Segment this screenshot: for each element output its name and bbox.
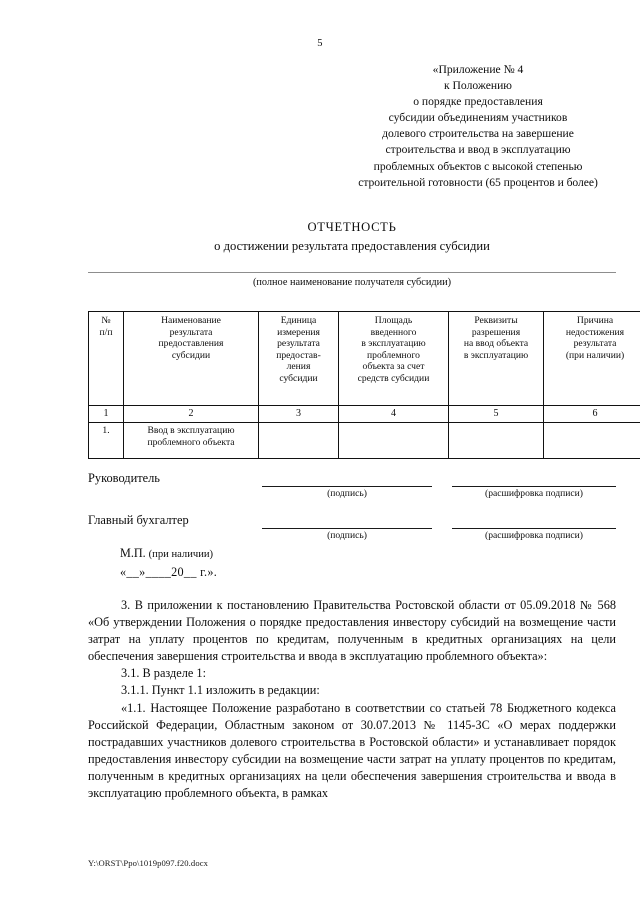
table-row <box>89 423 640 459</box>
column-number-4: 4 <box>339 406 449 423</box>
document-title-subtitle: о достижении результата предоставления субсидии <box>214 239 490 253</box>
appendix-header <box>332 62 624 191</box>
column-number-1: 1 <box>89 406 124 423</box>
signature-row-director <box>88 468 616 510</box>
signature-caption-director: (подпись) <box>327 488 367 499</box>
table-header-result-name: Наименование результата предоставления субсидии <box>124 312 259 406</box>
column-number-6: 6 <box>544 406 640 423</box>
column-number-2: 2 <box>124 406 259 423</box>
paragraph-3-1: 3.1. В разделе 1: <box>121 666 206 681</box>
cell-unit[interactable] <box>259 423 339 459</box>
signature-line-accountant <box>262 528 432 529</box>
appendix-line-8: строительной готовности (65 процентов и более) <box>358 175 598 189</box>
table-header-row <box>89 312 640 406</box>
appendix-line-3: о порядке предоставления <box>413 95 543 109</box>
cell-permit[interactable] <box>449 423 544 459</box>
table-header-reason: Причина недостижения результата (при наличии) <box>544 312 640 406</box>
paragraph-3-1-1: 3.1.1. Пункт 1.1 изложить в редакции: <box>121 683 320 698</box>
signature-decoding-line-director <box>452 486 616 487</box>
signature-role-director: Руководитель <box>88 471 160 485</box>
cell-index: 1. <box>89 423 124 459</box>
signature-decoding-caption-accountant: (расшифровка подписи) <box>485 530 583 541</box>
recipient-name-field <box>88 272 616 289</box>
date-line: «__»____20__ г.». <box>120 564 218 579</box>
footer-file-path: Y:\ORST\Ppo\1019p097.f20.docx <box>88 858 209 868</box>
table-header-permit: Реквизиты разрешения на ввод объекта в эксплуатацию <box>449 312 544 406</box>
signature-line-director <box>262 486 432 487</box>
paragraph-quote: «1.1. Настоящее Положение разработано в соответствии со статьей 78 Бюджетного кодекса Российской Федерации, Областным законом от 30.07.2013 № 1145-ЗС «О мерах поддержки пострадавших участников долевого строительства в Ростовской области» и устанавливает порядок предоставления инвестору субсидии на возмещение части затрат на уплату процентов по кредитам, полученным в кредитных организациях на цели обеспечения завершения строительства и ввода в эксплуатацию проблемного объекта, в рамках <box>88 700 616 801</box>
cell-reason[interactable] <box>544 423 640 459</box>
appendix-line-2: к Положению <box>444 79 512 93</box>
report-table <box>88 311 640 459</box>
table-header <box>89 312 640 406</box>
cell-area[interactable] <box>339 423 449 459</box>
paragraph-3: 3. В приложении к постановлению Правительства Ростовской области от 05.09.2018 № 568 «Об утверждении Положения о порядке предоставления инвестору субсидий на возмещение части затрат на уплату процентов по кредитам, полученным в кредитных организациях на цели обеспечения завершения строительства и ввода в эксплуатацию проблемного объекта»: <box>88 598 616 664</box>
table-body <box>89 406 640 459</box>
stamp-block <box>120 545 217 581</box>
table-column-numbers-row <box>89 406 640 423</box>
recipient-caption: (полное наименование получателя субсидии) <box>252 277 452 288</box>
table-header-area: Площадь введенного в эксплуатацию проблемного объекта за счет средств субсидии <box>339 312 449 406</box>
body-text <box>88 597 616 802</box>
appendix-line-1: «Приложение № 4 <box>432 63 524 76</box>
signature-block <box>88 468 616 552</box>
signature-decoding-caption-director: (расшифровка подписи) <box>485 488 583 499</box>
document-title-main: ОТЧЕТНОСТЬ <box>307 220 397 234</box>
signature-role-accountant: Главный бухгалтер <box>88 513 189 527</box>
stamp-label: М.П. <box>120 546 146 560</box>
appendix-line-5: долевого строительства на завершение <box>382 127 574 141</box>
appendix-line-6: строительства и ввод в эксплуатацию <box>385 143 571 157</box>
stamp-note: (при наличии) <box>148 549 214 560</box>
column-number-5: 5 <box>449 406 544 423</box>
appendix-line-7: проблемных объектов с высокой степенью <box>373 159 583 173</box>
table-header-unit: Единица измерения результата предостав- ления субсидии <box>259 312 339 406</box>
appendix-line-4: субсидии объединениям участников <box>388 111 568 125</box>
recipient-rule <box>88 272 616 273</box>
column-number-3: 3 <box>259 406 339 423</box>
page-number: 5 <box>317 38 323 49</box>
signature-caption-accountant: (подпись) <box>327 530 367 541</box>
page-title <box>88 218 616 256</box>
signature-decoding-line-accountant <box>452 528 616 529</box>
cell-result-name: Ввод в эксплуатацию проблемного объекта <box>124 423 259 459</box>
stamp-line <box>120 545 217 564</box>
table-header-number: № п/п <box>89 312 124 406</box>
